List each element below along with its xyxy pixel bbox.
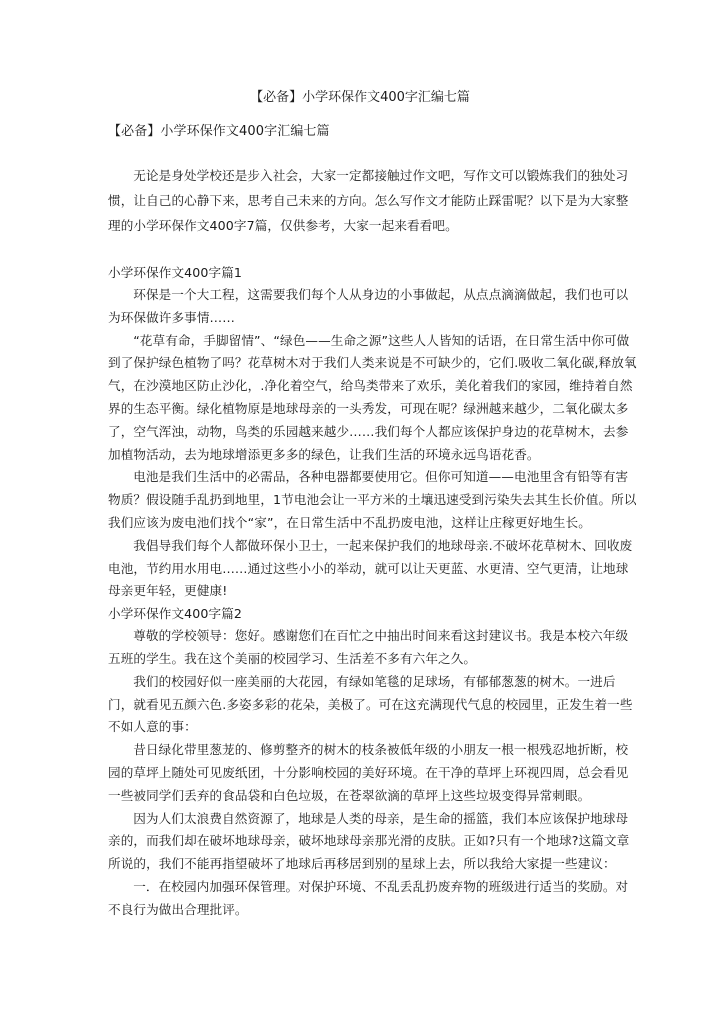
document-subtitle: 【必备】小学环保作文400字汇编七篇 bbox=[108, 124, 330, 139]
section-paragraph: 昔日绿化带里葱茏的、修剪整齐的树木的枝条被低年级的小朋友一根一根残忍地折断，校园的草坪上随处可见废纸团，十分影响校园的美好环境。在干净的草坪上环视四周，总会看见一些被同学们丢弃的食品袋和白色垃圾，在苍翠欲滴的草坪上这些垃圾变得异常刺眼。 bbox=[108, 742, 629, 803]
page-title: 【必备】小学环保作文400字汇编七篇 bbox=[250, 90, 470, 105]
essay-section-2 bbox=[108, 603, 638, 921]
section-heading: 小学环保作文400字篇1 bbox=[108, 265, 242, 280]
section-paragraph: 电池是我们生活中的必需品，各种电器都要使用它。但你可知道——电池里含有铅等有害物质？假设随手乱扔到地里，1节电池会让一平方米的土壤迅速受到污染失去其生长价值。所以我们应该为废电池们找个“家”，在日常生活中不乱扔废电池，这样让庄稼更好地生长。 bbox=[108, 469, 637, 530]
section-paragraph: 因为人们太浪费自然资源了，地球是人类的母亲，是生命的摇篮，我们本应该保护地球母亲的，而我们却在破坏地球母亲，破坏地球母亲那光滑的皮肤。正如?只有一个地球?这篇文章所说的，我们不能再指望破坏了地球后再移居到别的星球上去，所以我给大家提一些建议： bbox=[108, 810, 630, 872]
section-paragraph: 一．在校园内加强环保管理。对保护环境、不乱丢乱扔废弃物的班级进行适当的奖励。对不良行为做出合理批评。 bbox=[108, 878, 629, 917]
section-paragraph: 我倡导我们每个人都做环保小卫士，一起来保护我们的地球母亲.不破坏花草树木、回收废电池，节约用水用电……通过这些小小的举动，就可以让天更蓝、水更清、空气更清，让地球母亲更年轻，更健康! bbox=[108, 537, 633, 599]
section-paragraph: 环保是一个大工程，这需要我们每个人从身边的小事做起，从点点滴滴做起，我们也可以为环保做许多事情…… bbox=[108, 287, 629, 325]
section-heading: 小学环保作文400字篇2 bbox=[108, 606, 242, 622]
intro-paragraph: 无论是身处学校还是步入社会，大家一定都接触过作文吧，写作文可以锻炼我们的独处习惯，让自己的心静下来，思考自己未来的方向。怎么写作文才能防止踩雷呢？以下是为大家整理的小学环保作文400字7篇，仅供参考，大家一起来看看吧。 bbox=[108, 168, 629, 233]
essay-section-1 bbox=[108, 262, 638, 603]
document-body bbox=[108, 121, 638, 922]
section-paragraph: 我们的校园好似一座美丽的大花园，有绿如笔毯的足球场，有郁郁葱葱的树木。一进后门，就看见五颜六色.多姿多彩的花朵，美极了。可在这充满现代气息的校园里，正发生着一些不如人意的事： bbox=[108, 673, 633, 735]
section-paragraph: 尊敬的学校领导：您好。感谢您们在百忙之中抽出时间来看这封建议书。我是本校六年级五班的学生。我在这个美丽的校园学习、生活差不多有六年之久。 bbox=[108, 628, 629, 666]
section-paragraph: “花草有命，手脚留情”、“绿色——生命之源”这些人人皆知的话语，在日常生活中你可做到了保护绿色植物了吗？花草树木对于我们人类来说是不可缺少的，它们.吸收二氧化碳,释放氧气，在沙漠地区防止沙化，.净化着空气，给鸟类带来了欢乐，美化着我们的家园，维持着自然界的生态平衡。绿化植物原是地球母亲的一头秀发，可现在呢？绿洲越来越少，二氧化碳太多了，空气浑浊，动物，鸟类的乐园越来越少……我们每个人都应该保护身边的花草树木，去参加植物活动，去为地球增添更多多的绿色，让我们生活的环境永远鸟语花香。 bbox=[108, 332, 637, 462]
